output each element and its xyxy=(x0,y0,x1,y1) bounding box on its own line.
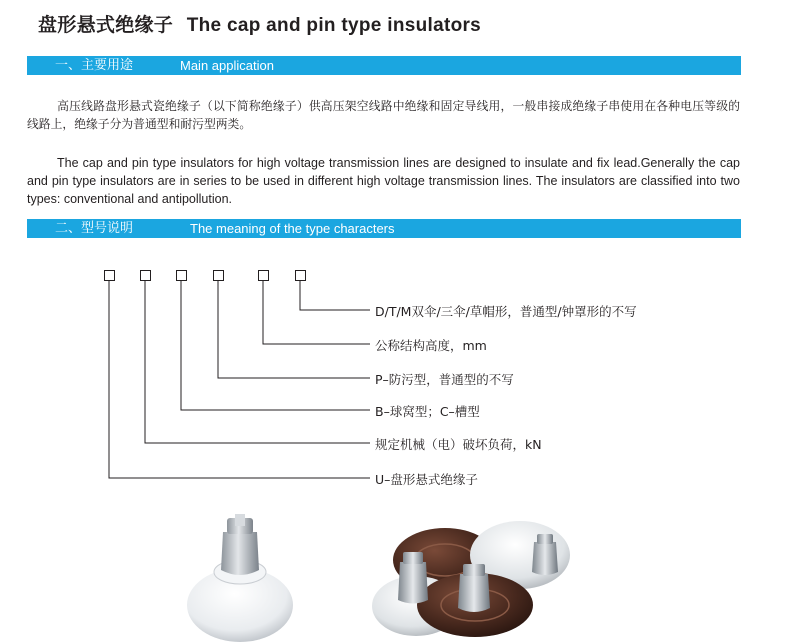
section-label-en: The meaning of the type characters xyxy=(190,221,395,236)
section-label-cn: 二、型号说明 xyxy=(55,221,134,236)
type-desc-u: U–盘形悬式绝缘子 xyxy=(375,472,478,487)
white-insulator-photo xyxy=(185,510,295,642)
application-text-cn: 高压线路盘形悬式瓷绝缘子（以下简称绝缘子）供高压架空线路中绝缘和固定导线用，一般串接成绝缘子串使用在各种电压等级的线路上，绝缘子分为普通型和耐污型两类。 xyxy=(27,99,740,131)
section-label-cn: 一、主要用途 xyxy=(55,58,134,73)
page-title-en: The cap and pin type insulators xyxy=(186,15,482,36)
type-desc-height: 公称结构高度，mm xyxy=(375,338,487,353)
type-desc-load: 规定机械（电）破坏负荷，kN xyxy=(375,437,542,452)
type-desc-connection: B–球窝型；C–槽型 xyxy=(375,404,480,419)
type-desc-shape: D/T/M双伞/三伞/草帽形，普通型/钟罩形的不写 xyxy=(375,304,637,319)
type-desc-pollution: P–防污型，普通型的不写 xyxy=(375,372,514,387)
page-title-cn: 盘形悬式绝缘子 xyxy=(38,14,174,36)
section-label-en: Main application xyxy=(180,58,274,73)
application-text-en: The cap and pin type insulators for high voltage transmission lines are designed to insulate and fix lead.Generally the cap and pin type insulators are in series to be used in different high voltage transmission lines. The insulators are classified into two types: conventional and antipollution. xyxy=(27,156,740,206)
insulator-group-photo xyxy=(370,510,580,642)
